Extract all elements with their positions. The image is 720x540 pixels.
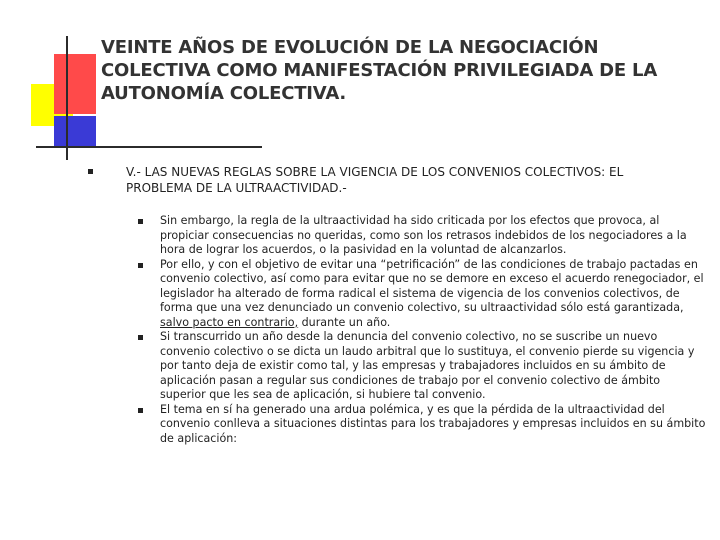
section-bullet [88,164,693,196]
list-item [138,330,708,403]
bullet-text: Si transcurrido un año desde la denuncia del convenio colectivo, no se suscribe un nuevo convenio colectivo o se dicta un laudo arbitral que lo sustituya, el convenio pierde su vigencia y por tanto deja de existir como tal, y las empresas y trabajadores incluidos en su ámbito de aplicación pasan a regular sus condiciones de trabajo por el convenio colectivo de ámbito superior que les sea de aplicación, si hubiere tal convenio. [160,330,695,401]
square-bullet-icon [138,219,143,224]
list-item [138,258,708,331]
square-bullet-icon [88,169,93,174]
bullet-text: Sin embargo, la regla de la ultraactividad ha sido criticada por los efectos que provoca, al propiciar consecuencias no queridas, como son los retrasos indebidos de los negociadores a la hora de lograr los acuerdos, o la pasividad en la voluntad de alcanzarlos. [160,214,687,256]
bullet-text: El tema en sí ha generado una ardua polémica, y es que la pérdida de la ultraactividad del convenio conlleva a situaciones distintas para los trabajadores y empresas incluidos en su ámbito de aplicación: [160,402,706,445]
section-heading: V.- LAS NUEVAS REGLAS SOBRE LA VIGENCIA DE LOS CONVENIOS COLECTIVOS: EL PROBLEMA DE LA ULTRAACTIVIDAD.- [126,165,624,195]
bullet-list [138,214,708,446]
decorative-blue-square [54,116,96,148]
decorative-horizontal-line [36,146,262,148]
square-bullet-icon [138,408,143,413]
square-bullet-icon [138,263,143,268]
list-item [138,403,708,447]
bullet-text-part: durante un año. [298,315,391,329]
slide-title: VEINTE AÑOS DE EVOLUCIÓN DE LA NEGOCIACIÓN COLECTIVA COMO MANIFESTACIÓN PRIVILEGIADA DE LA AUTONOMÍA COLECTIVA. [101,37,658,104]
list-item [138,214,708,258]
underlined-phrase: salvo pacto en contrario, [160,315,299,329]
bullet-text-part: Por ello, y con el objetivo de evitar una “petrificación” de las condiciones de trabajo pactadas en convenio colectivo, así como para evitar que no se demore en exceso el acuerdo renegociador, el legislador ha alterado de forma radical el sistema de vigencia de los convenios colectivos, de forma que una vez denunciado un convenio colectivo, su ultraactividad sólo está garantizada, [160,257,704,314]
decorative-red-square [54,54,96,114]
square-bullet-icon [138,335,143,340]
decorative-vertical-line [66,36,68,160]
